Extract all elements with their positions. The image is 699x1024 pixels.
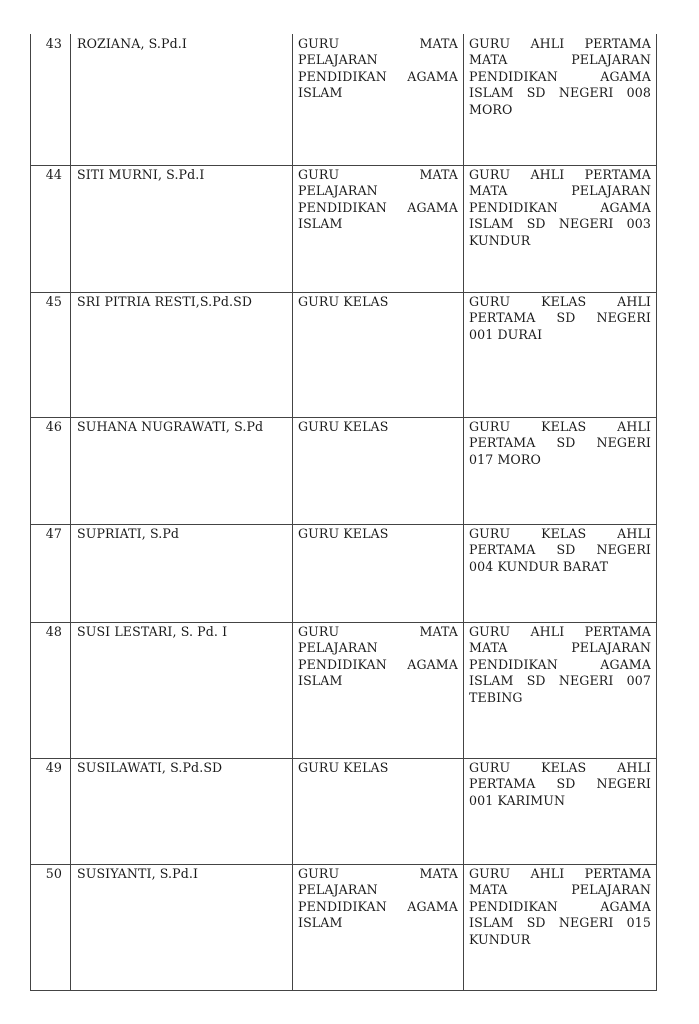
current-position-line: GURU KELAS [298, 294, 389, 309]
current-position-line: GURU KELAS [298, 526, 389, 541]
new-position-line: PERTAMA SD NEGERI [469, 435, 651, 451]
employee-name: ROZIANA, S.Pd.I [77, 36, 187, 51]
current-position-line: PELAJARAN [298, 882, 378, 898]
row-number: 49 [45, 760, 62, 775]
row-number: 50 [45, 866, 62, 881]
new-position-line: 001 KARIMUN [469, 792, 566, 808]
employee-name: SUSI LESTARI, S. Pd. I [77, 624, 228, 639]
new-position [469, 760, 651, 809]
new-position-line: MATA PELAJARAN [469, 183, 651, 199]
current-position-line: ISLAM [298, 915, 343, 931]
table-column-border [463, 34, 464, 990]
current-position-line: PELAJARAN [298, 640, 378, 656]
new-position-line: PENDIDIKAN AGAMA [469, 656, 651, 672]
employee-name: SUSIYANTI, S.Pd.I [77, 866, 199, 881]
current-position-line: ISLAM [298, 673, 343, 689]
new-position [469, 624, 651, 706]
new-position [469, 866, 651, 948]
table-row-border [30, 417, 657, 418]
new-position-line: PERTAMA SD NEGERI [469, 310, 651, 326]
current-position-line: GURU KELAS [298, 419, 389, 434]
new-position-line: PENDIDIKAN AGAMA [469, 898, 651, 914]
new-position-line: ISLAM SD NEGERI 008 [469, 85, 651, 101]
current-position-line: GURU KELAS [298, 760, 389, 775]
table-row-border [30, 165, 657, 166]
current-position [298, 36, 458, 102]
new-position-line: PERTAMA SD NEGERI [469, 776, 651, 792]
new-position-line: MORO [469, 101, 513, 117]
current-position-line: PELAJARAN [298, 183, 378, 199]
new-position-line: 017 MORO [469, 451, 541, 467]
current-position-line: GURU MATA [298, 36, 458, 51]
new-position-line: PENDIDIKAN AGAMA [469, 199, 651, 215]
row-number: 44 [45, 167, 62, 182]
current-position [298, 419, 458, 435]
new-position-line: ISLAM SD NEGERI 003 [469, 216, 651, 232]
current-position [298, 866, 458, 932]
current-position [298, 167, 458, 233]
current-position [298, 526, 458, 542]
new-position-line: GURU AHLI PERTAMA [469, 36, 651, 51]
new-position [469, 36, 651, 118]
current-position-line: GURU MATA [298, 167, 458, 182]
new-position-line: GURU KELAS AHLI [469, 760, 651, 775]
employee-name: SRI PITRIA RESTI,S.Pd.SD [77, 294, 253, 309]
row-number: 45 [45, 294, 62, 309]
new-position-line: PERTAMA SD NEGERI [469, 542, 651, 558]
new-position-line: MATA PELAJARAN [469, 52, 651, 68]
new-position-line: GURU KELAS AHLI [469, 526, 651, 541]
new-position-line: TEBING [469, 689, 523, 705]
current-position-line: ISLAM [298, 216, 343, 232]
new-position-line: GURU KELAS AHLI [469, 419, 651, 434]
new-position-line: 001 DURAI [469, 326, 543, 342]
row-number: 43 [45, 36, 62, 51]
current-position [298, 760, 458, 776]
table-row-border [30, 524, 657, 525]
row-number: 48 [45, 624, 62, 639]
table-row-border [30, 758, 657, 759]
row-number: 47 [45, 526, 62, 541]
current-position-line: PENDIDIKAN AGAMA [298, 199, 458, 215]
table-column-border [656, 34, 657, 990]
new-position [469, 419, 651, 468]
current-position-line: PENDIDIKAN AGAMA [298, 68, 458, 84]
new-position-line: ISLAM SD NEGERI 007 [469, 673, 651, 689]
current-position-line: GURU MATA [298, 624, 458, 639]
row-number: 46 [45, 419, 62, 434]
table-column-border [30, 34, 31, 990]
new-position [469, 294, 651, 343]
new-position-line: MATA PELAJARAN [469, 640, 651, 656]
table-column-border [292, 34, 293, 990]
employee-name: SUSILAWATI, S.Pd.SD [77, 760, 223, 775]
employee-name: SITI MURNI, S.Pd.I [77, 167, 205, 182]
new-position-line: 004 KUNDUR BARAT [469, 558, 609, 574]
current-position-line: PENDIDIKAN AGAMA [298, 656, 458, 672]
table-row-border [30, 622, 657, 623]
new-position [469, 167, 651, 249]
new-position-line: ISLAM SD NEGERI 015 [469, 915, 651, 931]
employee-name: SUHANA NUGRAWATI, S.Pd [77, 419, 264, 434]
new-position [469, 526, 651, 575]
new-position-line: GURU AHLI PERTAMA [469, 624, 651, 639]
new-position-line: KUNDUR [469, 232, 531, 248]
current-position-line: PENDIDIKAN AGAMA [298, 898, 458, 914]
new-position-line: GURU AHLI PERTAMA [469, 866, 651, 881]
new-position-line: MATA PELAJARAN [469, 882, 651, 898]
table-row-border [30, 292, 657, 293]
new-position-line: GURU KELAS AHLI [469, 294, 651, 309]
current-position-line: ISLAM [298, 85, 343, 101]
table-row-border [30, 864, 657, 865]
new-position-line: GURU AHLI PERTAMA [469, 167, 651, 182]
table-column-border [70, 34, 71, 990]
current-position [298, 294, 458, 310]
current-position-line: GURU MATA [298, 866, 458, 881]
new-position-line: PENDIDIKAN AGAMA [469, 68, 651, 84]
table-bottom-border [30, 990, 657, 991]
employee-name: SUPRIATI, S.Pd [77, 526, 180, 541]
current-position-line: PELAJARAN [298, 52, 378, 68]
current-position [298, 624, 458, 690]
new-position-line: KUNDUR [469, 931, 531, 947]
